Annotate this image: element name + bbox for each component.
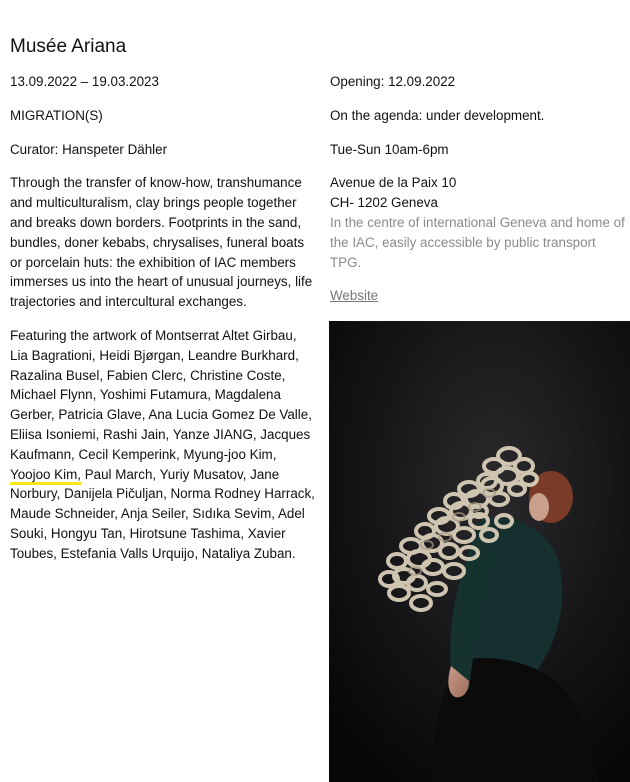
artists-list	[10, 326, 315, 564]
address-city: CH- 1202 Geneva	[330, 195, 438, 211]
opening-hours: Tue-Sun 10am-6pm	[330, 141, 449, 157]
address-street: Avenue de la Paix 10	[330, 175, 457, 191]
artists-text-before: Featuring the artwork of Montserrat Altet Girbau, Lia Bagrationi, Heidi Bjørgan, Leandre Burkhard, Razalina Busel, Fabien Clerc, Christine Coste, Michael Flynn, Yoshimi Futamura, Magdalena Gerber, Patricia Glave, Ana Lucia Gomez De Valle, Eliisa Isoniemi, Rashi Jain, Yanze JIANG, Jacques Kaufmann, Cecil Kemperink, Myung-joo Kim,	[10, 327, 312, 462]
exhibition-title: MIGRATION(S)	[10, 107, 103, 123]
curator-line: Curator: Hanspeter Dähler	[10, 141, 168, 157]
opening-date: Opening: 12.09.2022	[330, 74, 456, 89]
artwork-photo	[329, 321, 630, 782]
right-column	[330, 72, 630, 306]
highlighted-artist: Yoojoo Kim,	[10, 467, 81, 485]
museum-title: Musée Ariana	[10, 36, 127, 57]
address-note: In the centre of international Geneva and home of the IAC, easily accessible by public transport TPG.	[330, 214, 625, 270]
artists-text-after: Paul March, Yuriy Musatov, Jane Norbury, Danijela Pičuljan, Norma Rodney Harrack, Maude Schneider, Anja Seiler, Sıdıka Sevim, Adel Souki, Hongyu Tan, Hirotsune Tashima, Xavier Toubes, Estefania Valls Urquijo, Nataliya Zuban.	[10, 466, 315, 561]
left-column	[10, 72, 315, 564]
exhibition-dates: 13.09.2022 – 19.03.2023	[10, 74, 159, 89]
website-link[interactable]: Website	[330, 288, 379, 304]
artwork-photo-illustration	[329, 321, 630, 782]
exhibition-description: Through the transfer of know-how, transhumance and multiculturalism, clay brings people together and breaks down borders. Footprints in the sand, bundles, doner kebabs, chrysalises, funeral boats or porcelain huts: the exhibition of IAC members immerses us into the heart of unusual journeys, life trajectories and intercultural exchanges.	[10, 175, 313, 310]
agenda-status: On the agenda: under development.	[330, 107, 545, 123]
